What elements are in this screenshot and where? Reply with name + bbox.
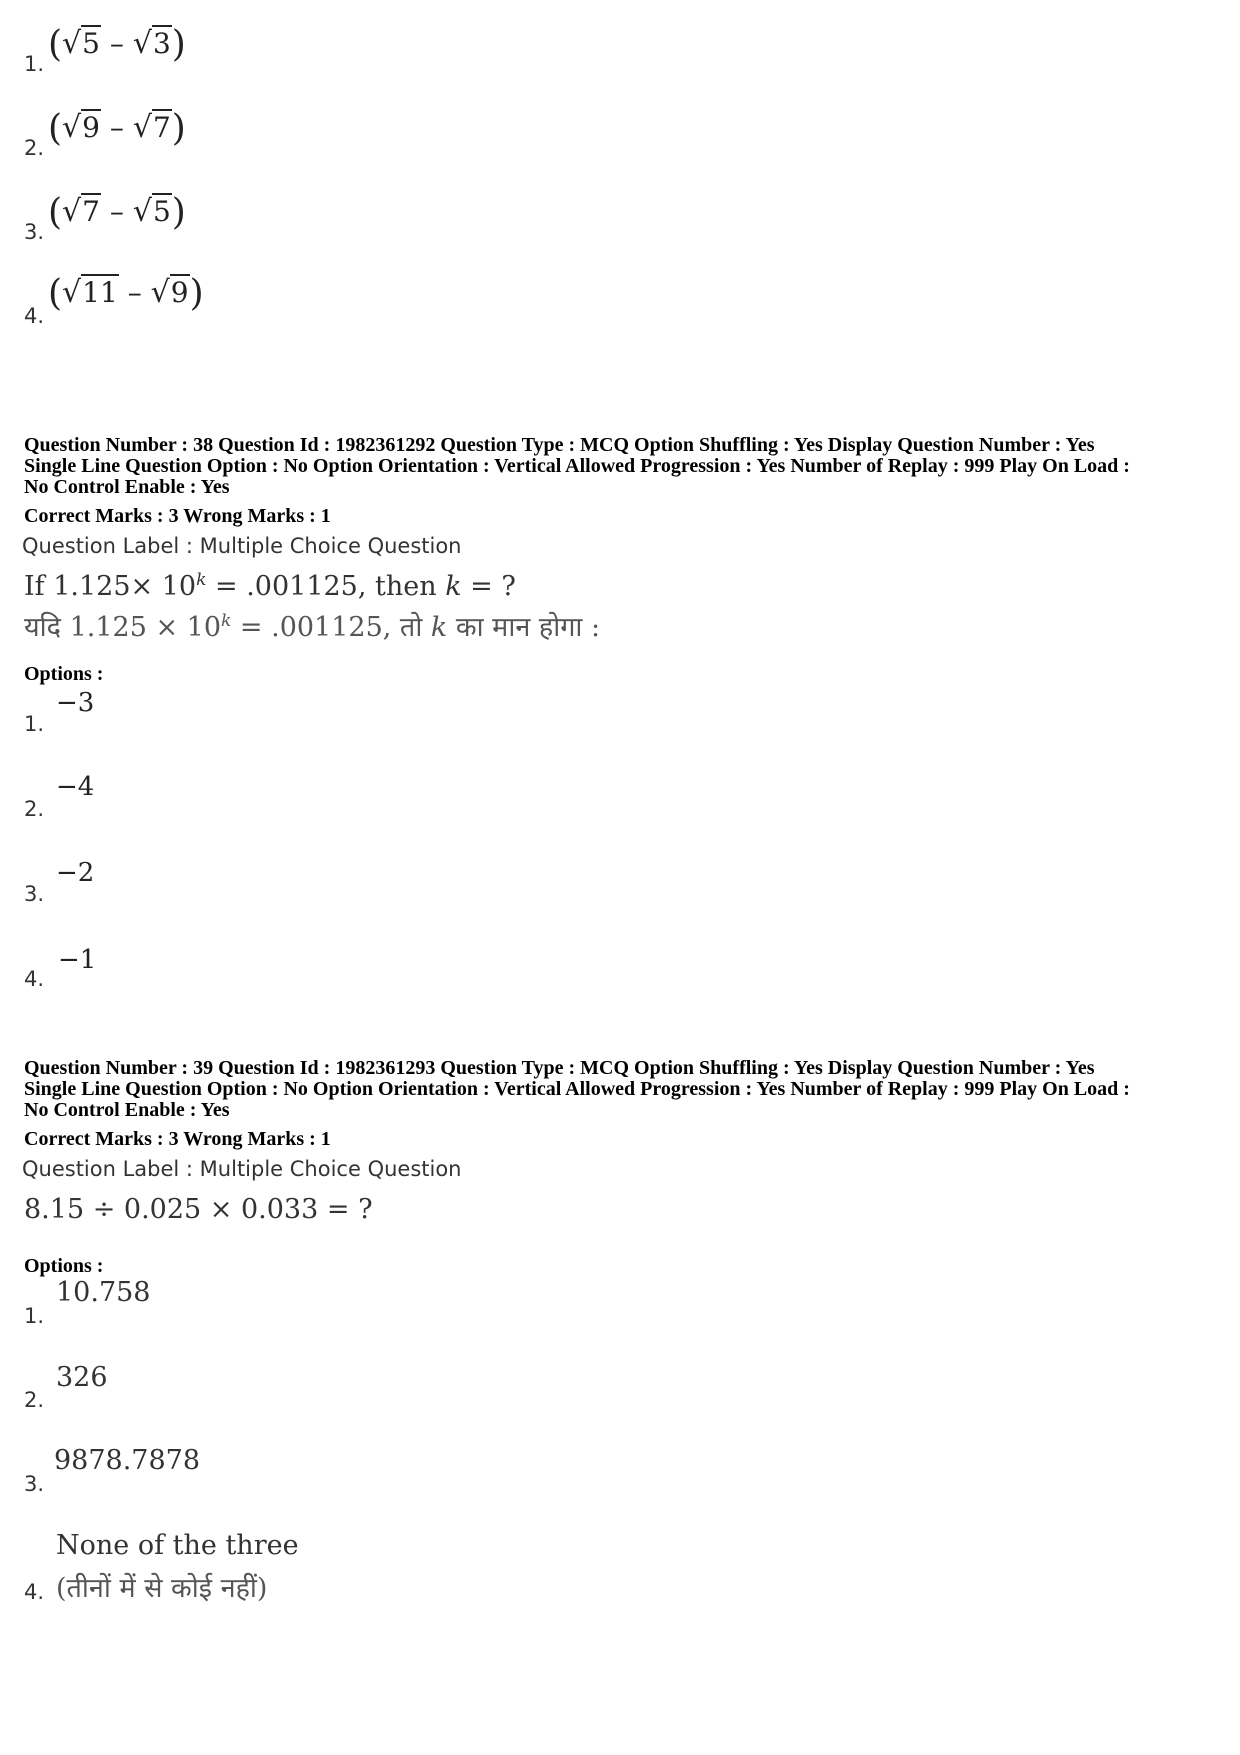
option-text: 326 — [56, 1362, 108, 1393]
question-text: 8.15 ÷ 0.025 × 0.033 = ? — [24, 1194, 373, 1225]
question-meta-line: Single Line Question Option : No Option Orientation : Vertical Allowed Progression : Yes Number of Replay : 999 Play On Load : — [24, 455, 1130, 477]
option-number: 2. — [24, 1388, 45, 1412]
option-number: 2. — [24, 797, 45, 821]
option-number: 4. — [24, 304, 45, 328]
question-text-english: If $1.125\times 10^k = .001125$, then k = ? — [24, 570, 516, 602]
options-heading: Options : — [24, 1255, 104, 1277]
option-text: 9878.7878 — [54, 1445, 201, 1476]
question-meta-line: No Control Enable : Yes — [24, 1099, 230, 1121]
question-label: Question Label : Multiple Choice Question — [22, 1157, 462, 1181]
option-expression: (√7 – √5) — [48, 192, 186, 233]
option-text: −1 — [58, 945, 97, 975]
option-text: 10.758 — [56, 1277, 151, 1308]
option-number: 3. — [24, 1472, 45, 1496]
question-meta-line: Question Number : 38 Question Id : 1982361292 Question Type : MCQ Option Shuffling : Yes Display Question Number : Yes — [24, 434, 1095, 456]
option-number: 2. — [24, 136, 45, 160]
question-text-hindi: यदि $1.125 \times 10^k = .001125$, तो k का मान होगा : — [24, 611, 601, 643]
question-label: Question Label : Multiple Choice Question — [22, 534, 462, 558]
option-number: 4. — [24, 1580, 45, 1604]
option-number: 1. — [24, 1304, 45, 1328]
option-number: 1. — [24, 712, 45, 736]
question-meta-line: No Control Enable : Yes — [24, 476, 230, 498]
question-meta-line: Question Number : 39 Question Id : 1982361293 Question Type : MCQ Option Shuffling : Yes Display Question Number : Yes — [24, 1057, 1095, 1079]
option-text: None of the three — [56, 1530, 299, 1561]
marks-line: Correct Marks : 3 Wrong Marks : 1 — [24, 505, 331, 527]
option-number: 3. — [24, 220, 45, 244]
option-number: 3. — [24, 882, 45, 906]
option-number: 1. — [24, 52, 45, 76]
options-heading: Options : — [24, 663, 104, 685]
option-text-hindi: (तीनों में से कोई नहीं) — [56, 1573, 268, 1604]
option-expression: (√5 – √3) — [48, 24, 186, 65]
option-text: −2 — [56, 858, 95, 888]
option-text: −4 — [56, 772, 95, 802]
option-number: 4. — [24, 967, 45, 991]
option-expression: (√11 – √9) — [48, 273, 204, 314]
question-meta-line: Single Line Question Option : No Option Orientation : Vertical Allowed Progression : Yes Number of Replay : 999 Play On Load : — [24, 1078, 1130, 1100]
option-expression: (√9 – √7) — [48, 108, 186, 149]
option-text: −3 — [56, 688, 95, 718]
marks-line: Correct Marks : 3 Wrong Marks : 1 — [24, 1128, 331, 1150]
